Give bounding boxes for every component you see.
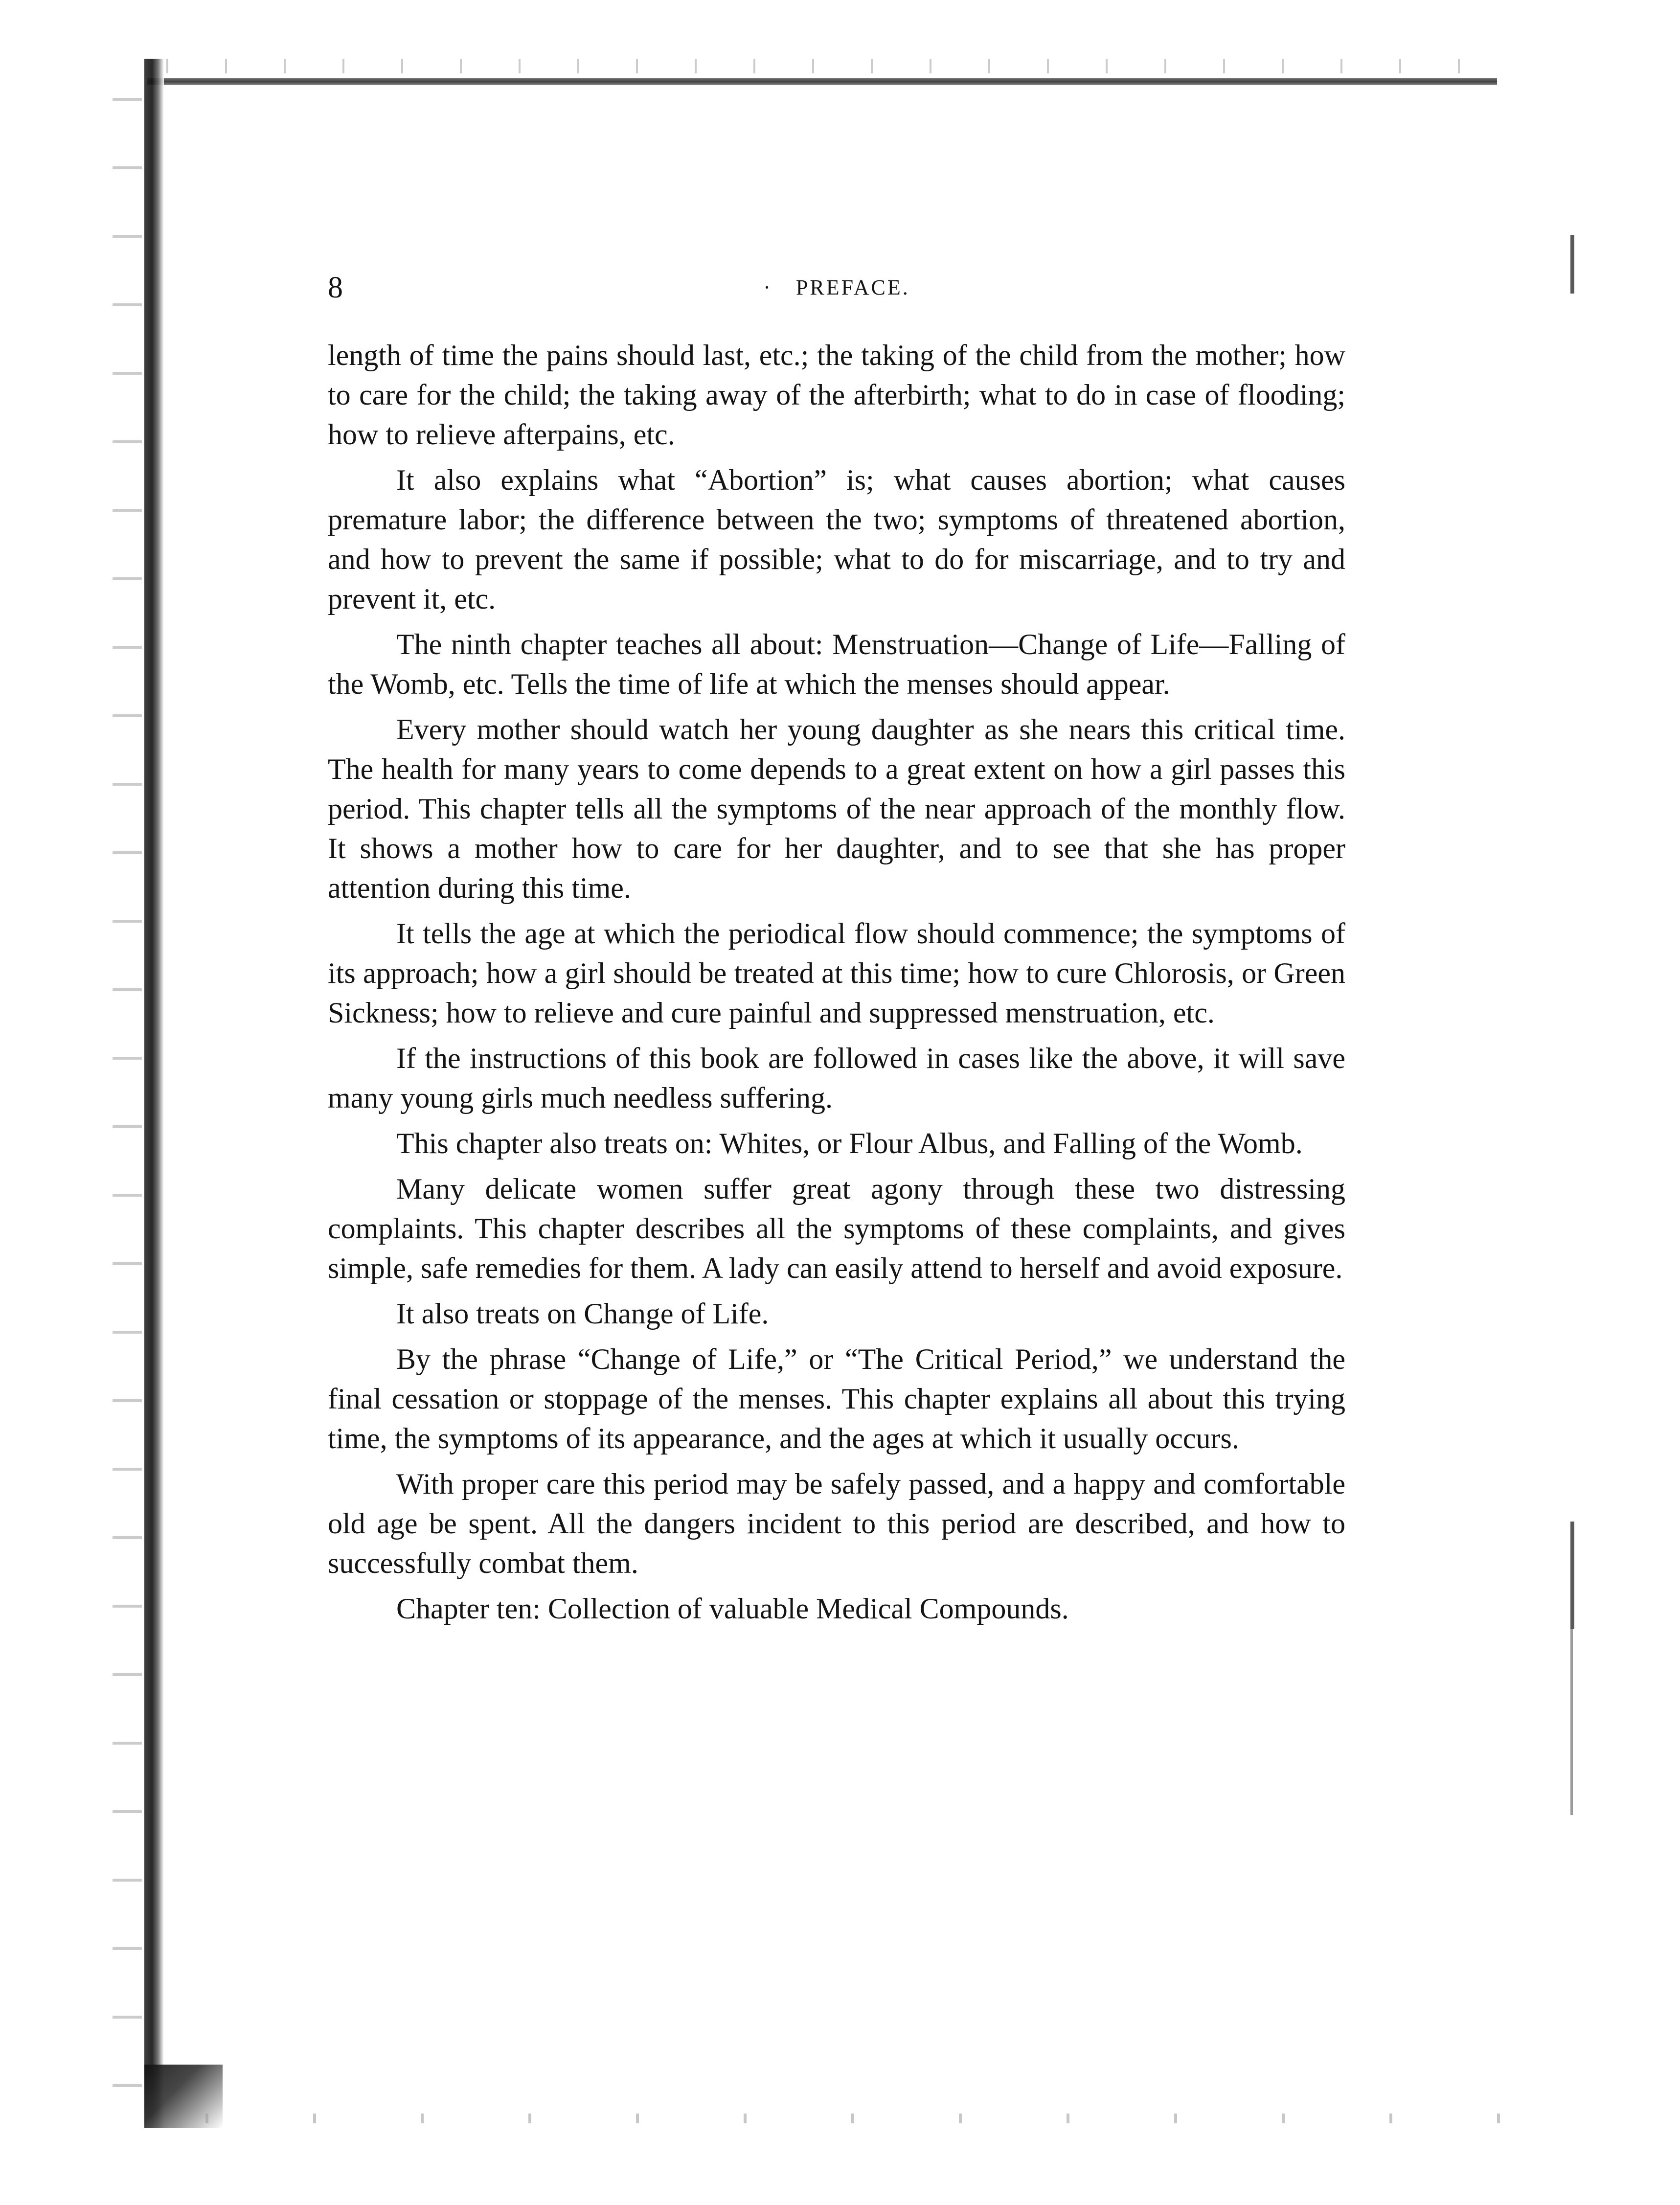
- paragraph-chapter-ten: Chapter ten: Collection of valuable Medical Compounds.: [396, 1592, 1069, 1625]
- page-number: 8: [328, 271, 343, 304]
- page-text: [328, 336, 1345, 1635]
- running-head: [328, 268, 1345, 307]
- paragraph-delicate-women: Many delicate women suffer great agony through these two distressing complaints. This chapter describes all the symptoms of these complaints, and gives simple, safe remedies for them. A lady can easily attend to herself and avoid exposure.: [328, 1173, 1345, 1284]
- page-header: [328, 268, 1345, 307]
- scan-edge-bottom: [161, 2114, 1580, 2123]
- scan-mark-right-top: [1570, 235, 1574, 294]
- paragraph-whites: This chapter also treats on: Whites, or Flour Albus, and Falling of the Womb.: [396, 1127, 1303, 1159]
- paragraph-ninth-chapter: The ninth chapter teaches all about: Menstruation—Change of Life—Falling of the Womb, etc. Tells the time of life at which the menses should appear.: [328, 628, 1345, 700]
- scan-edge-top-specks: [147, 59, 1497, 73]
- paragraph-critical-period: By the phrase “Change of Life,” or “The Critical Period,” we understand the final cessation or stoppage of the menses. This chapter explains all about this trying time, the symptoms of its appearance, and the ages at which it usually occurs.: [328, 1343, 1345, 1455]
- running-head-dot: ·: [763, 275, 772, 299]
- paragraph-periodical-flow: It tells the age at which the periodical flow should commence; the symptoms of its approach; how a girl should be treated at this time; how to cure Chlorosis, or Green Sickness; how to relieve and cure painful and suppressed menstruation, etc.: [328, 917, 1345, 1029]
- scan-mark-right-lower: [1570, 1629, 1573, 1815]
- paragraph-every-mother: Every mother should watch her young daughter as she nears this critical time. The health for many years to come depends to a great extent on how a girl passes this period. This chapter tells all the symptoms of the near approach of the monthly flow. It shows a mother how to care for her daughter, and to see that she has proper attention during this time.: [328, 713, 1345, 904]
- scan-edge-left: [144, 59, 164, 2128]
- paragraph-proper-care: With proper care this period may be safely passed, and a happy and comfortable old age be spent. All the dangers incident to this period are described, and how to successfully combat them.: [328, 1468, 1345, 1579]
- paragraph-abortion: It also explains what “Abortion” is; what causes abortion; what causes premature labor; the difference between the two; symptoms of threatened abortion, and how to prevent the same if possible; what to do for miscarriage, and to try and prevent it, etc.: [328, 464, 1345, 615]
- scan-edge-top: [147, 78, 1497, 85]
- paragraph-instructions: If the instructions of this book are followed in cases like the above, it will save many young girls much needless suffering.: [328, 1042, 1345, 1114]
- scan-edge-left-specks: [113, 68, 142, 2123]
- running-head-title: PREFACE.: [795, 275, 910, 299]
- paragraph-change-of-life: It also treats on Change of Life.: [396, 1297, 769, 1330]
- paragraph-continuation: length of time the pains should last, etc.; the taking of the child from the mother; how to care for the child; the taking away of the afterbirth; what to do in case of flooding; how to relieve afterpains, etc.: [328, 339, 1345, 451]
- scan-mark-right-middle: [1570, 1522, 1574, 1629]
